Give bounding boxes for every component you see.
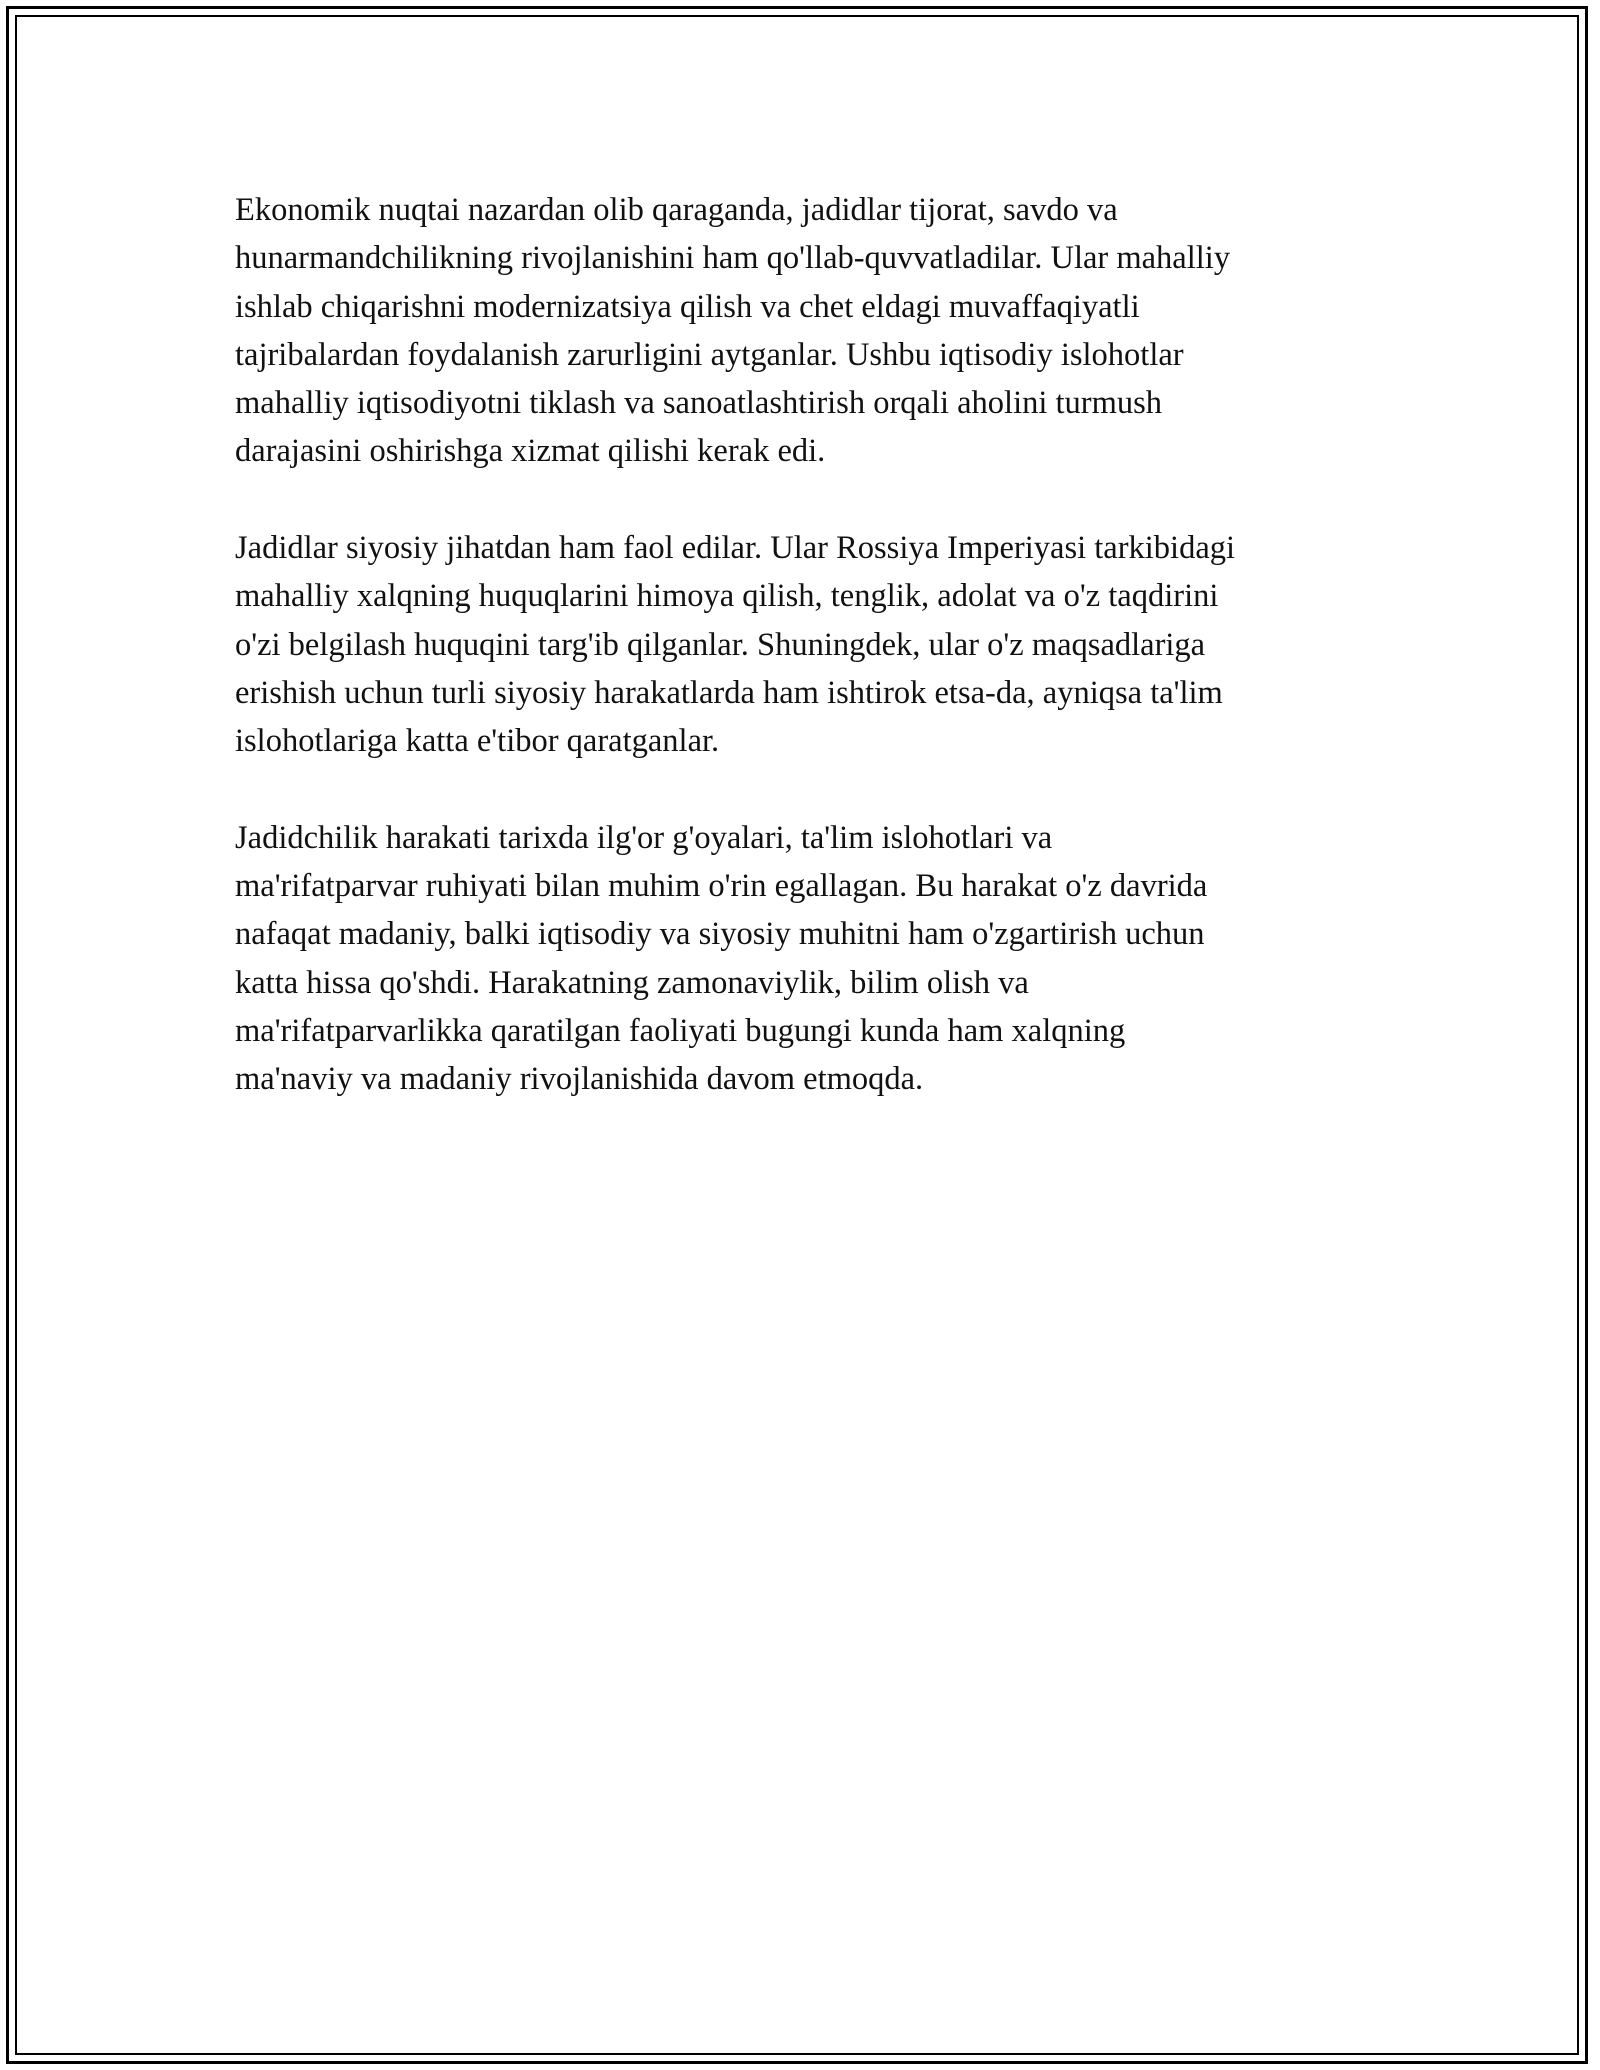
text-line: islohotlariga katta e'tibor qaratganlar.	[235, 723, 720, 760]
text-line: Jadidchilik harakati tarixda ilg'or g'oyalari, ta'lim islohotlari va	[235, 819, 1053, 856]
text-line: erishish uchun turli siyosiy harakatlarda ham ishtirok etsa-da, ayniqsa ta'lim	[235, 674, 1223, 711]
text-line: mahalliy iqtisodiyotni tiklash va sanoatlashtirish orqali aholini turmush	[235, 385, 1163, 422]
text-line: ma'naviy va madaniy rivojlanishida davom etmoqda.	[235, 1061, 924, 1098]
text-line: nafaqat madaniy, balki iqtisodiy va siyosiy muhitni ham o'zgartirish uchun	[235, 916, 1205, 953]
document-body	[235, 186, 1375, 1152]
text-line: tajribalardan foydalanish zarurligini aytganlar. Ushbu iqtisodiy islohotlar	[235, 336, 1184, 373]
text-line: mahalliy xalqning huquqlarini himoya qilish, tenglik, adolat va o'z taqdirini	[235, 578, 1219, 615]
text-line: ma'rifatparvarlikka qaratilgan faoliyati bugungi kunda ham xalqning	[235, 1013, 1126, 1050]
paragraph-economic	[235, 186, 1375, 476]
paragraph-conclusion	[235, 814, 1375, 1104]
text-line: hunarmandchilikning rivojlanishini ham qo'llab-quvvatladilar. Ular mahalliy	[235, 240, 1231, 277]
paragraph-political	[235, 524, 1375, 765]
text-line: katta hissa qo'shdi. Harakatning zamonaviylik, bilim olish va	[235, 964, 1029, 1001]
text-line: Ekonomik nuqtai nazardan olib qaraganda, jadidlar tijorat, savdo va	[235, 192, 1118, 228]
text-line: ishlab chiqarishni modernizatsiya qilish va chet eldagi muvaffaqiyatli	[235, 288, 1140, 325]
text-line: o'zi belgilash huquqini targ'ib qilganlar. Shuningdek, ular o'z maqsadlariga	[235, 626, 1206, 663]
text-line: Jadidlar siyosiy jihatdan ham faol edilar. Ular Rossiya Imperiyasi tarkibidagi	[235, 530, 1236, 567]
text-line: ma'rifatparvar ruhiyati bilan muhim o'rin egallagan. Bu harakat o'z davrida	[235, 868, 1208, 905]
text-line: darajasini oshirishga xizmat qilishi kerak edi.	[235, 433, 826, 470]
